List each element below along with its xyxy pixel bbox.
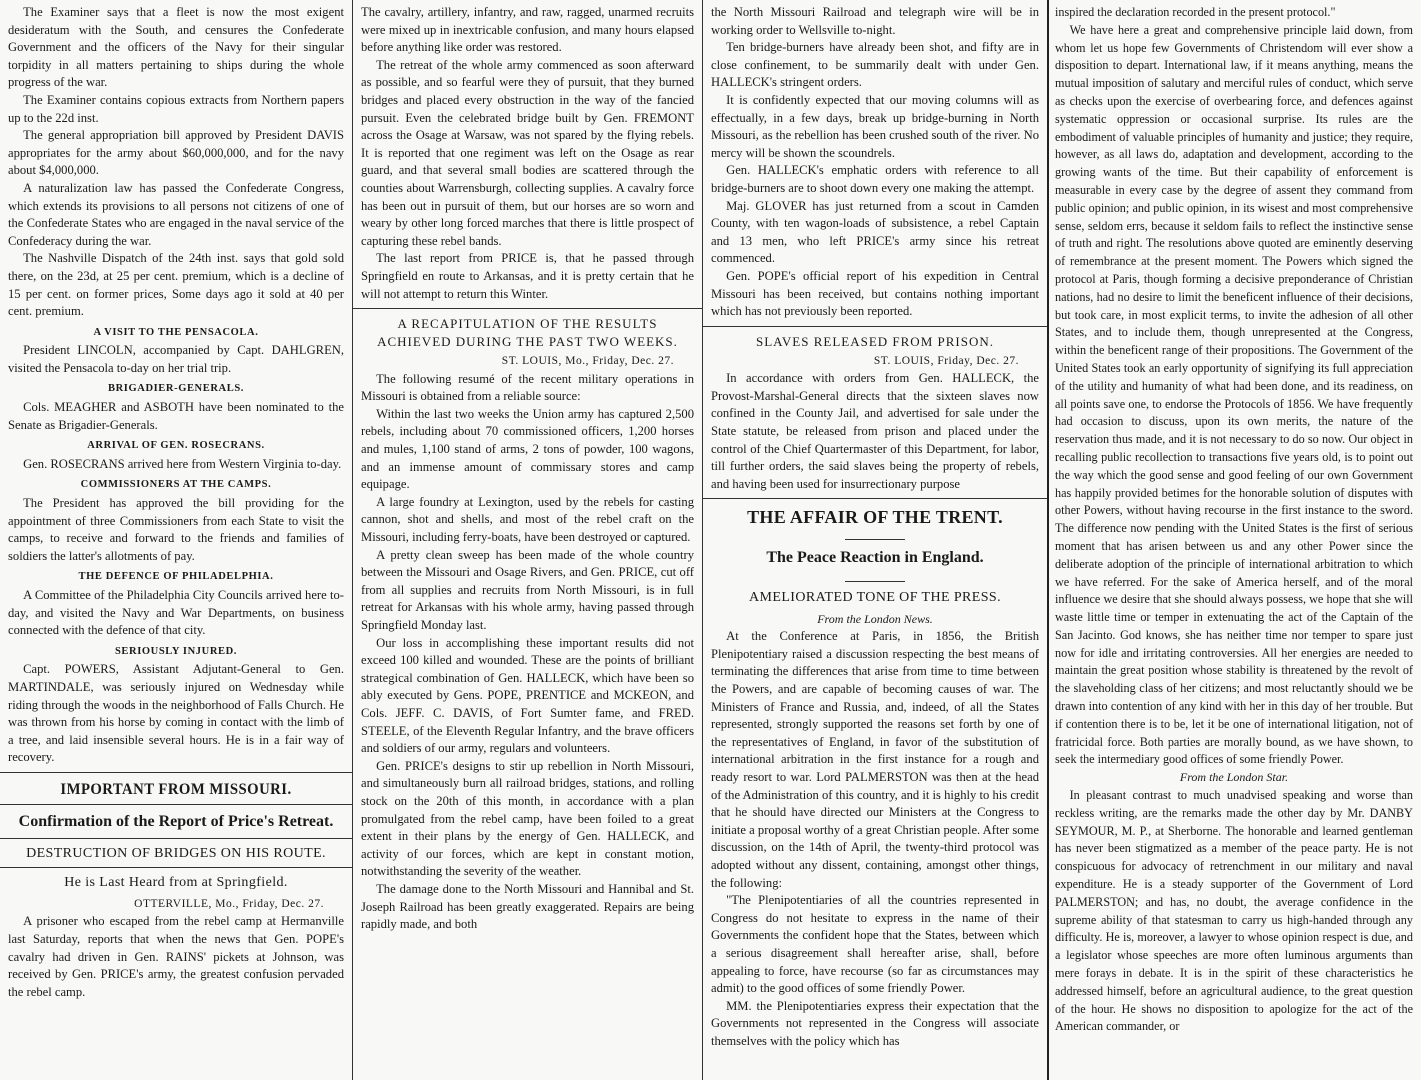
paragraph: Cols. MEAGHER and ASBOTH have been nominated to the Senate as Brigadier-Generals. (8, 400, 344, 432)
section-heading: THE DEFENCE OF PHILADELPHIA. (78, 571, 274, 583)
paragraph: We have here a great and comprehensive principle laid down, from whom let us hope few Governments of Christendom will ever show a disposition to depart. International law, if it means anything, means the mutual imposition of salutary and merciful rules of conduct, which serve as checks upon the exercise of overbearing force, and defences against systematic oppression or occasional surprise. Its rules are the embodiment of valuable principles of humanity and justice; they require, however, as all laws do, adaptation and development, according to the growing wants of the time. But their capability of enforcement is measurable in every case by the degree of assent they command from public opinion; and public opinion, in its wisest and most comprehensive sense, seldom errs, because it seldom fails to reflect the instinctive sense of truth and right. The resolutions above quoted are eminently deserving of remembrance at the present moment. The Powers which signed the protocol at Paris, though forming a decisive preponderance of Christian nations, had no desire to limit the beneficent influence of their decisions, but took care, in most explicit terms, to invite the adhesion of all other States, and to include them, though unrepresented at the Congress, within the beneficent range of their propositions. The Government of the United States took an early opportunity of signifying its full appreciation of the utility and humanity of what had been done, and its readiness, on all points save one, to endorse the Protocols of 1856. We have frequently had occasion to discuss, upon its own merits, the nature of the reservation thus made, and it is not necessary to do so now. Our object in recalling public recollection to transactions five years old, is to point out the way which the good sense and good feeling of our own Government has happily provided betimes for the honorable solution of disputes with other Powers, without having recourse in the first instance to the sword. The difference now pending with the United States is the first of serious moment that has arisen between us and any other Power since the deliberate adoption of the principle of international arbitration to which we have referred. For the sake of America herself, and of the moral influence we desire that she should always possess, we hope that she will waste little time or temper in extenuating the act of the Captain of the San Jacinto. God knows, she has neither time nor temper to spare just now for idle and irritating controversies. All her energies are needed to maintain the great position whose stability is threatened by the revolt of the slaveholding class of her citizens; and most reluctantly should we be drawn into contention of any kind with her in this day of her trouble. But if contention there is to be, let it be one of international litigation, not of fratricidal force. Both parties are morally bound, as we have shown, to seek the intermediary good offices of some friendly Power. (1055, 22, 1413, 767)
paragraph: Gen. HALLECK's emphatic orders with reference to all bridge-burners are to shoot down every one making the attempt. (711, 163, 1039, 195)
paragraph: Maj. GLOVER has just returned from a scout in Camden County, with ten wagon-loads of subsistence, a rebel Captain and 13 men, who left PRICE's army since his retreat commenced. (711, 198, 1039, 266)
paragraph: The damage done to the North Missouri and Hannibal and St. Joseph Railroad has been greatly exaggerated. Repairs are being rapidly made, and both (361, 881, 694, 932)
column-rule (703, 498, 1047, 499)
source-credit: From the London News. (817, 611, 933, 626)
paragraph: A naturalization law has passed the Confederate Congress, which extends its provisions to all persons not citizens of one of the Confederate States who are engaged in the naval service of the Confederacy during the war. (8, 180, 344, 248)
subheadline: Confirmation of the Report of Price's Retreat. (18, 812, 334, 830)
column-4 (1047, 0, 1421, 1080)
paragraph: Gen. PRICE's designs to stir up rebellion in North Missouri, and simultaneously burn all railroad bridges, stations, and rolling stock on the 20th of this month, in accordance with a plan promulgated from the rebel camp, have been foiled to a great extent in their plans by the energy of Gen. HALLECK, and activity of our forces, which are kept in constant motion, notwithstanding the severity of the weather. (361, 758, 694, 879)
section-heading: SERIOUSLY INJURED. (114, 645, 238, 657)
paragraph-continued: The cavalry, artillery, infantry, and raw, ragged, unarmed recruits were mixed up in inextricable confusion, and many hours elapsed before anything like order was restored. (361, 5, 694, 55)
paragraph: The last report from PRICE is, that he passed through Springfield en route to Arkansas, and it is pretty certain that he will not attempt to return this Winter. (361, 251, 694, 301)
dateline: OTTERVILLE, Mo., Friday, Dec. 27. (134, 897, 324, 910)
paragraph: Ten bridge-burners have already been shot, and fifty are in close confinement, to be summarily dealt with under Gen. HALLECK's stringent orders. (711, 40, 1039, 90)
paragraph: At the Conference at Paris, in 1856, the British Plenipotentiary raised a discussion respecting the best means of terminating the differences that arise from time to time between the Powers, and are capable of becoming causes of war. The Ministers of France and Russia, and, indeed, of all the States represented, strongly supported the reasons set forth by one of the representatives of England, in favor of the substitution of international arbitration in the first instance for a rough and ready resort to war. Lord PALMERSTON was then at the head of the Administration of this country, and it is highly to his credit that he should have directed our Ministers at the Congress to initiate a proposal worthy of a great Christian people. After some discussion, on the 14th of April, the twenty-third protocol was adopted without any dissent, containing, amongst other things, the following: (711, 629, 1039, 890)
ornament-divider (711, 573, 1039, 583)
paragraph: The following resumé of the recent military operations in Missouri is obtained from a reliable source: (361, 371, 694, 404)
dateline: ST. LOUIS, Mo., Friday, Dec. 27. (501, 355, 674, 368)
paragraph: In accordance with orders from Gen. HALLECK, the Provost-Marshal-General directs that the sixteen slaves now confined in the County Jail, and advertised for sale under the State statute, be released from prison and placed under the control of the Chief Quartermaster of this Department, for labor, till further orders, the said slaves being the property of rebels, and having been used for insurrectionary purpose (711, 371, 1039, 491)
column-rule (0, 804, 352, 805)
column-2 (352, 0, 702, 1080)
paragraph: Capt. POWERS, Assistant Adjutant-General to Gen. MARTINDALE, was seriously injured on Wednesday while riding through the woods in the neighborhood of Falls Church. He was thrown from his horse by coming in contact with the limb of a tree, and laid insensible several hours. He is in a fair way of recovery. (8, 662, 344, 765)
article-heading: SLAVES RELEASED FROM PRISON. (756, 333, 994, 349)
paragraph: Our loss in accomplishing these important results did not exceed 100 killed and wounded. These are the points of brilliant strategical combination of Gen. HALLECK, which have been so ably executed by Gens. POPE, PRENTICE and MCKEON, and Cols. JEFF. C. DAVIS, of Fort Sumter fame, and FRED. STEELE, of the Eleventh Regular Infantry, and the brave officers and soldiers of our army, regulars and volunteers. (361, 635, 694, 756)
paragraph: A prisoner who escaped from the rebel camp at Hermanville last Saturday, reports that when the news that Gen. POPE's cavalry had driven in Gen. RAINS' pickets at Johnson, was received by Gen. PRICE's army, the greatest confusion pervaded the rebel camp. (8, 914, 344, 999)
subheadline: The Peace Reaction in England. (766, 549, 984, 567)
ornament-divider (711, 531, 1039, 541)
section-heading: BRIGADIER-GENERALS. (108, 383, 244, 395)
paragraph-continued: the North Missouri Railroad and telegraph wire will be in working order to Wellsville to-night. (711, 5, 1039, 37)
paragraph: The Examiner says that a fleet is now the most exigent desideratum with the South, and censures the Confederate Government and the officers of the Navy for their singular torpidity in all matters pertaining to ships during the whole progress of the war. (8, 5, 344, 90)
column-1 (0, 0, 352, 1080)
section-heading: COMMISSIONERS AT THE CAMPS. (80, 479, 272, 491)
column-rule (703, 326, 1047, 327)
column-rule (353, 308, 702, 309)
column-rule (0, 772, 352, 773)
paragraph: Gen. POPE's official report of his expedition in Central Missouri has been received, but contains nothing important which has not previously been reported. (711, 268, 1039, 319)
paragraph: The Examiner contains copious extracts from Northern papers up to the 22d inst. (8, 92, 344, 125)
source-credit: From the London Star. (1179, 770, 1289, 785)
paragraph: "The Plenipotentiaries of all the countries represented in Congress do not hesitate to express in the name of their Governments the confident hope that the States, between which a serious disagreement shall hereafter arise, shall, before appealing to force, have recourse (so far as circumstances may admit) to the good offices of some friendly Power. (711, 893, 1039, 996)
deck-heading: He is Last Heard from at Springfield. (64, 875, 288, 891)
article-heading: A RECAPITULATION OF THE RESULTS ACHIEVED DURING THE PAST TWO WEEKS. (377, 316, 678, 350)
paragraph: President LINCOLN, accompanied by Capt. DAHLGREN, visited the Pensacola to-day on her trial trip. (8, 343, 344, 375)
paragraph: Within the last two weeks the Union army has captured 2,500 rebels, including about 70 commissioned officers, 1,200 horses and mules, 1,100 stand of arms, 2 tons of powder, 100 wagons, and an immense amount of commissary stores and camp equipage. (361, 406, 694, 492)
paragraph: The Nashville Dispatch of the 24th inst. says that gold sold there, on the 23d, at 25 per cent. premium, which is a decline of 15 per cent. on former prices, Some days ago it sold at 40 per cent. premium. (8, 251, 344, 319)
headline: IMPORTANT FROM MISSOURI. (60, 780, 292, 798)
deck-heading: DESTRUCTION OF BRIDGES ON HIS ROUTE. (26, 845, 326, 861)
paragraph: A large foundry at Lexington, used by the rebels for casting cannon, shot and shells, and most of the rebel craft on the Missouri, including ferry-boats, have been destroyed or captured. (361, 494, 694, 545)
section-heading: A VISIT TO THE PENSACOLA. (93, 326, 259, 338)
column-rule (0, 838, 352, 839)
paragraph: A pretty clean sweep has been made of the whole country between the Missouri and Osage Rivers, and Gen. PRICE, cut off from all supplies and recruits from North Missouri, is in full retreat for Arkansas with his whole army, having passed through Springfield Monday last. (361, 547, 694, 632)
paragraph: The retreat of the whole army commenced as soon afterward as possible, and so fearful were they of pursuit, that they burned bridges and placed every obstruction in the way of the fancied pursuit. Even the celebrated bridge built by Gen. FREMONT across the Osage at Warsaw, was not spared by the flying rebels. It is reported that one regiment was left on the Osage as rear guard, and that several small bodies are scattered through the counties about Warrensburgh, collecting supplies. A cavalry force has been out in pursuit of them, but our horses are so worn and weary by other long forced marches that there is little prospect of capturing these rebel bands. (361, 57, 694, 248)
paragraph: It is confidently expected that our moving columns will as effectually, in a few days, break up bridge-burning in North Missouri, as the rebellion has been crushed south of the river. No mercy will be shown the scoundrels. (711, 92, 1039, 160)
paragraph: Gen. ROSECRANS arrived here from Western Virginia to-day. (23, 456, 342, 471)
column-3 (702, 0, 1047, 1080)
paragraph: MM. the Plenipotentiaries express their expectation that the Governments not represented in the Congress will associate themselves with the policy which has (711, 998, 1039, 1048)
column-rule (0, 867, 352, 868)
paragraph: A Committee of the Philadelphia City Councils arrived here to-day, and visited the Navy and War Departments, on business connected with the defence of that city. (8, 588, 344, 638)
paragraph: In pleasant contrast to much unadvised speaking and worse than reckless writing, are the remarks made the other day by Mr. DANBY SEYMOUR, M. P., at Sherborne. The honorable and learned gentleman has never been stigmatized as a member of the peace party. He is not conspicuous for advocacy of retrenchment in our military and naval expenditure. He is a steady supporter of the Government of Lord PALMERSTON; and has, no doubt, the average confidence in the supreme ability of that statesman to carry us high-handed through any difficulty. He is, moreover, a lawyer to whose opinion respect is due, and a legislator whose speeches are more often luminous arguments than mere forays in debate. It is in the spirit of these characteristics he addressed himself, before an agricultural audience, to the great question of the hour. He shows no disposition to apologize for the act of the American commander, or (1055, 788, 1413, 1034)
deck-heading: AMELIORATED TONE OF THE PRESS. (749, 590, 1001, 606)
headline: THE AFFAIR OF THE TRENT. (747, 507, 1003, 528)
paragraph: The general appropriation bill approved by President DAVIS appropriates for the army about $60,000,000, and for the navy about $4,000,000. (8, 128, 344, 178)
section-heading: ARRIVAL OF GEN. ROSECRANS. (87, 440, 265, 452)
dateline: ST. LOUIS, Friday, Dec. 27. (873, 354, 1019, 367)
paragraph: The President has approved the bill providing for the appointment of three Commissioners from each State to visit the camps, to receive and forward to the friends and families of soldiers the latter's allotments of pay. (8, 496, 344, 563)
paragraph-continued: inspired the declaration recorded in the present protocol." (1055, 5, 1336, 19)
